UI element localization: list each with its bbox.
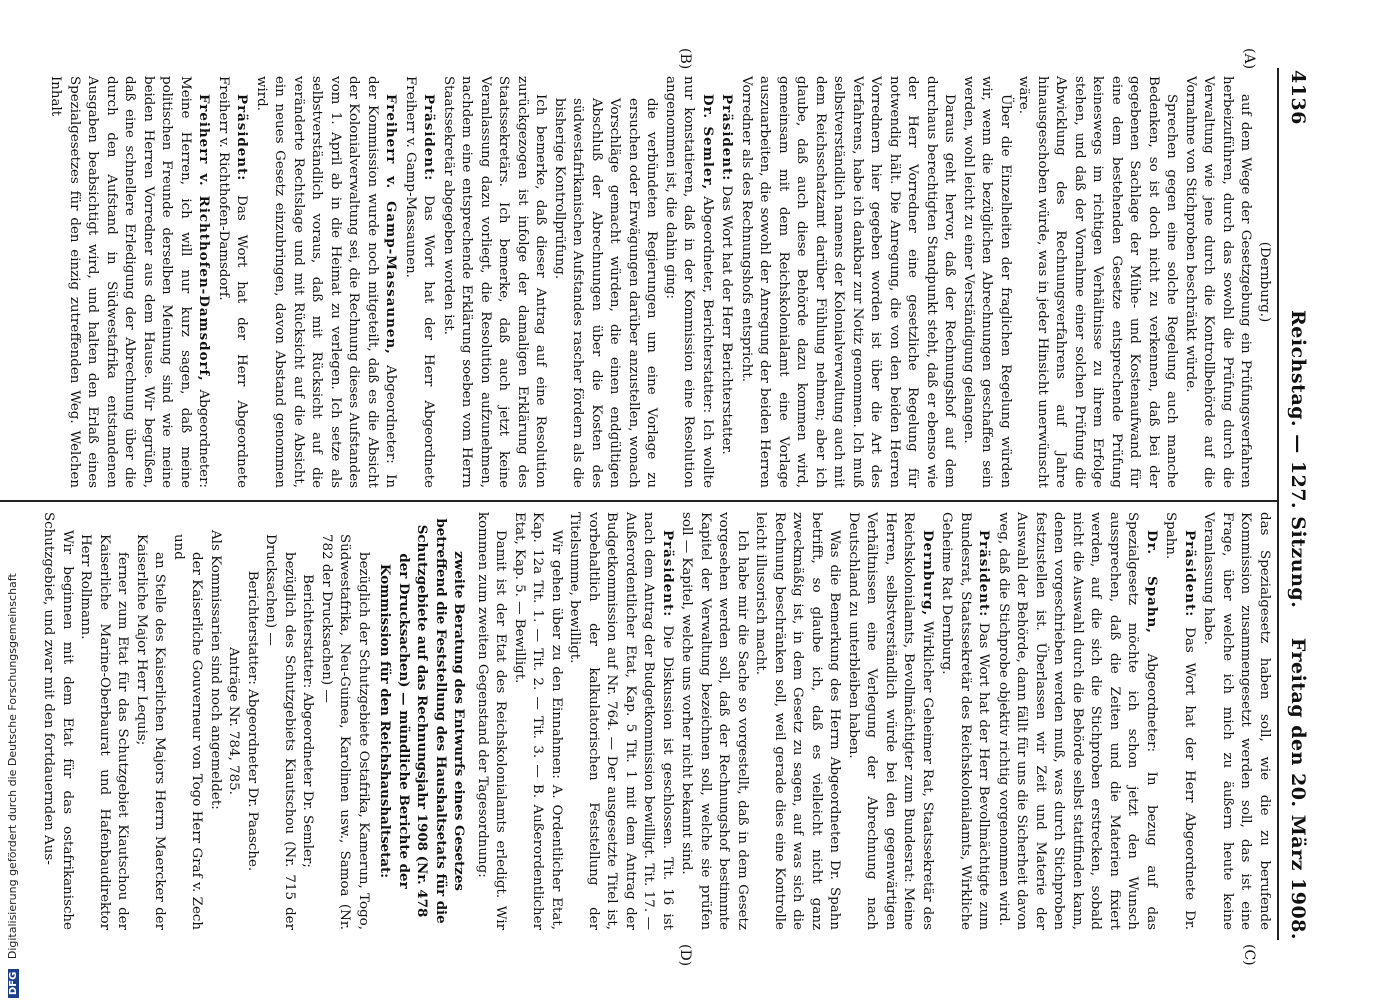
header-rule	[1277, 68, 1279, 940]
speaker-name: Freiherr v. Gamp-Massaunen,	[383, 94, 400, 355]
statement-text: Das Wort hat der Herr Berichterstatter.	[719, 185, 735, 455]
speaker-label: Präsident:	[421, 94, 438, 182]
speaker-label: Präsident:	[719, 94, 736, 182]
paragraph: das Spezialgesetz haben soll, wie die zu berufende Kommission zusammengesetzt werden soll, das ist eine Frage, über welche ich mich zu äußern heute keine Veranlassung habe.	[1201, 512, 1272, 930]
right-column	[39, 512, 1273, 930]
speaker-label: Präsident:	[234, 94, 251, 182]
marker-c: (C)	[1241, 944, 1257, 966]
president-statement	[565, 512, 677, 930]
statement-text: Das Wort hat der Herr Abgeordnete Freiherr v. Richthofen-Damsdorf.	[216, 76, 250, 488]
dfg-logo: DFG	[8, 969, 19, 998]
richthofen-statement	[46, 76, 214, 488]
quoted-resolution: die verbündeten Regierungen um eine Vorlage zu ersuchen oder Erwägungen darüber anzustellen, wonach Vorschläge gemacht würden, die einen endgültigen Abschluß der Abrechnungen über die Kosten des südwestafrikanischen Aufstandes rascher fördern als die bisherige Kontrollprüfung.	[552, 98, 660, 488]
statement-text: Abgeordneter: Meine Herren, ich will nur kurz sagen, daß meine politischen Freunde derselben Meinung sind wie meine beiden Herren Vorredner aus dem Hause. Wir begrüßen, daß eine schnellere Erledigung der Abrechnung über die durch den Aufstand in Südwestafrika entstandenen Ausgaben beabsichtigt wird, und halten den Erlaß eines Spezialgesetzes für den einzig zutreffenden Weg. Welchen Inhalt	[48, 76, 212, 488]
statement-text: Das Wort hat der Herr Abgeordnete Dr. Spahn.	[1163, 512, 1197, 930]
dernburg-statement	[844, 512, 938, 930]
session-date: Freitag den 20. März 1908.	[1287, 637, 1309, 940]
commissar-item: der Kaiserliche Gouverneur von Togo Herr Graf v. Zech und	[171, 534, 205, 930]
president-statement	[937, 512, 994, 930]
marker-b: (B)	[677, 48, 693, 70]
paragraph: Wir gehen über zu den Einnahmen: A. Ordentlicher Etat, Kap. 12a Tit. 1. — Tit. 2. — Tit. 3. — B. Außerordentlicher Etat, Kap. 5. — Bewilligt.	[512, 512, 564, 930]
digitization-text: Digitalisierung gefördert durch die Deutsche Forschungsgemeinschaft	[6, 573, 19, 960]
gamp-statement	[252, 76, 401, 488]
speaker-label: Präsident:	[976, 530, 993, 618]
statement-text: Das Wort hat der Herr Abgeordnete Freiherr v. Gamp-Massaunen.	[403, 76, 437, 488]
agenda-item: Anträge Nr. 784, 785.	[226, 647, 242, 795]
paragraph: Daraus geht hervor, daß der Rechnungshof auf dem durchaus berechtigten Standpunkt steht, daß er ebenso wie der Herr Vorredner eine gesetzliche Regelung für notwendig hält. Die Anregung, die von den beiden Herren Vorrednern hier gegeben worden ist über die Art des Verfahrens, habe ich dankbar zur Notiz genommen. Ich muß selbstverständlich namens der Kolonialverwaltung auch mit dem Reichsschatzamt darüber Fühlung nehmen; aber ich glaube, daß auch diese Behörde dazu kommen wird, gemeinsam mit dem Reichskolonialamt eine Vorlage auszuarbeiten, die sowohl der Anregung der beiden Herren Vorredner als des Rechnungshofs entspricht.	[739, 76, 958, 488]
column-divider	[0, 500, 1279, 502]
speaker-tag: (Dernburg.)	[1257, 241, 1272, 323]
president-statement	[717, 76, 737, 488]
speaker-label: Präsident:	[660, 530, 676, 618]
president-statement	[401, 76, 439, 488]
marker-a: (A)	[1241, 48, 1257, 70]
paragraph: Damit ist der Etat des Reichskolonialamts erledigt. Wir kommen zum zweiten Gegenstand der Tagesordnung:	[475, 512, 509, 930]
paragraph: Ich bemerke, daß dieser Antrag auf eine Resolution zurückgezogen ist infolge der damaligen Erklärung des Staatssekretärs. Ich bemerke, daß auch jetzt keine Veranlassung dazu vorliegt, die Resolution aufzunehmen, nachdem eine entsprechende Erklärung soeben vom Herrn Staatssekretär abgegeben worden ist.	[441, 76, 549, 488]
semler-statement	[661, 76, 718, 488]
speaker-label: Präsident:	[1182, 530, 1198, 618]
speaker-name: Dernburg,	[920, 530, 936, 617]
speaker-name: Freiherr v. Richthofen-Damsdorf,	[196, 94, 213, 382]
president-statement	[214, 76, 252, 488]
spahn-statement	[994, 512, 1162, 930]
president-statement	[1161, 512, 1199, 930]
statement-text: Die Diskussion ist geschlossen. Tit. 16 ist nach dem Antrag der Budgetkommission bewilligt. Tit. 17. — Außerordentlicher Etat, Kap. 5 Tit. 1 mit dem Antrag der Budgetkommission auf Nr. 764. — Der ausgesetzte Titel ist, vorbehaltlich der kalkulatorischen Feststellung der Titelsumme, bewilligt.	[567, 512, 675, 930]
agenda-item: Berichterstatter: Abgeordneter Dr. Semler;	[300, 574, 316, 868]
left-column	[46, 76, 1273, 488]
digitization-note	[6, 0, 20, 998]
agenda-heading: zweite Beratung des Entwurfs eines Gesetzes betreffend die Feststellung des Haushaltsetats für die Schutzgebiete auf das Rechnungsjahr 1908 (Nr. 478 der Drucksachen) — mündliche Berichte der Kommission für den Reichshaushaltsetat:	[377, 518, 468, 924]
paragraph: Ich habe mir die Sache so vorgestellt, daß in dem Gesetz vorgesehen werden soll, daß der Rechnungshof bestimmte Kapitel der Verwaltung bezeichnen soll, welche sie prüfen soll — Kapitel, welche uns vorher nicht bekannt sind.	[679, 512, 750, 930]
commissar-item: an Stelle des Kaiserlichen Majors Herrn Maercker der Kaiserliche Major Herr Lequis;	[134, 534, 168, 930]
paragraph: Sprechen gegen eine solche Regelung auch manche Bedenken, so ist doch nicht zu verkennen, daß bei der gegebenen Sachlage der Mühe- und Kostenaufwand für eine dem bestehenden Gesetze entsprechende Prüfung keineswegs im richtigen Verhältnisse zu ihrem Erfolge stehen, und daß der Vornahme einer solchen Prüfung die Abwicklung des Rechnungsverfahrens auf Jahre hinausgeschoben würde, was in jeder Hinsicht unerwünscht wäre.	[1016, 76, 1180, 488]
marker-d: (D)	[677, 944, 693, 967]
statement-text: Das Wort hat der Herr Bevollmächtigte zum Bundesrat, Staatssekretär des Reichskolonialamts, Wirkliche Geheime Rat Dernburg.	[939, 512, 992, 930]
page-header	[1281, 70, 1315, 940]
page-number: 4136	[1287, 70, 1309, 125]
paragraph: Als Kommissarien sind noch angemeldet:	[208, 530, 223, 810]
statement-text: Abgeordneter: In der Kommission wurde noch mitgeteilt, daß es die Absicht der Kolonialverwaltung sei, die Rechnung dieses Aufstandes vom 1. April ab in die Heimat zu verlegen. Ich setze als selbstverständlich voraus, daß mit Rücksicht auf die veränderte Rechtslage und mit Rücksicht auf die Absicht, ein neues Gesetz einzubringen, davon Abstand genommen wird.	[254, 76, 399, 488]
statement-text: Wirklicher Geheimer Rat, Staatssekretär des Reichskolonialamts, Bevollmächtigter zum Bundesrat: Meine Herren, selbstverständlich würde bei den gegenwärtigen Verhältnissen eine Verlegung der Abrechnung nach Deutschland zu unterbleiben haben.	[846, 512, 935, 930]
agenda-item: bezüglich der Schutzgebiete Ostafrika, Kamerun, Togo, Südwestafrika, Neu-Guinea, Karolinen usw., Samoa (Nr. 782 der Drucksachen) —	[319, 534, 371, 930]
paragraph: auf dem Wege der Gesetzgebung ein Prüfungsverfahren herbeizuführen, durch das sowohl die Prüfung durch die Verwaltung wie jene durch die Kontrollbehörde auf die Vornahme von Stichproben beschränkt würde.	[1183, 76, 1254, 488]
agenda-item: Berichterstatter: Abgeordneter Dr. Paasche.	[245, 570, 260, 872]
speaker-name: Dr. Semler,	[700, 94, 716, 191]
paragraph: Über die Einzelheiten der fraglichen Regelung würden wir, wenn die bezüglichen Abrechnungen geschaffen sein werden, wohl leicht zu einer Verständigung gelangen.	[961, 76, 1013, 488]
statement-text: Abgeordneter: In bezug auf das Spezialgesetz möchte ich schon jetzt den Wunsch aussprechen, daß die Zeiten und die Materien fixiert werden, auf die sich die Stichproben erstrecken, sobald nicht die Auswahl durch die Behörde selbst stattfinden kann, denen vorgeschrieben werden muß, was durch Stichproben festzustellen ist. Überlassen wir Zeit und Materie der Auswahl der Behörde, dann fällt für uns die Sicherheit davon weg, daß die Stichprobe objektiv richtig vorgenommen wird.	[996, 512, 1159, 930]
session-title: Reichstag. — 127. Sitzung.	[1287, 310, 1309, 609]
paragraph: Was die Bemerkung des Herrn Abgeordneten Dr. Spahn betrifft, so glaube ich, daß es vielleicht nicht ganz zweckmäßig ist, in dem Gesetz zu sagen, auf was sich die Rechnung beschränken soll, weil gerade dies eine Kontrolle leicht illusorisch macht.	[753, 512, 843, 930]
commissar-item: ferner zum Etat für das Schutzgebiet Kiautschou der Kaiserliche Marine-Oberbaurat und Hafenbaudirektor Herr Rollmann.	[78, 534, 131, 930]
agenda-item: bezüglich des Schutzgebiets Kiautschou (Nr. 715 der Drucksachen) —	[263, 534, 297, 930]
speaker-name: Dr. Spahn,	[1144, 530, 1160, 634]
paragraph: Wir beginnen mit dem Etat für das ostafrikanische Schutzgebiet, und zwar mit den fortdauernden Aus-	[41, 512, 75, 930]
statement-text: Abgeordneter, Berichterstatter: Ich wollte nur konstatieren, daß in der Kommission eine Resolution angenommen ist, die dahin ging:	[663, 76, 715, 488]
